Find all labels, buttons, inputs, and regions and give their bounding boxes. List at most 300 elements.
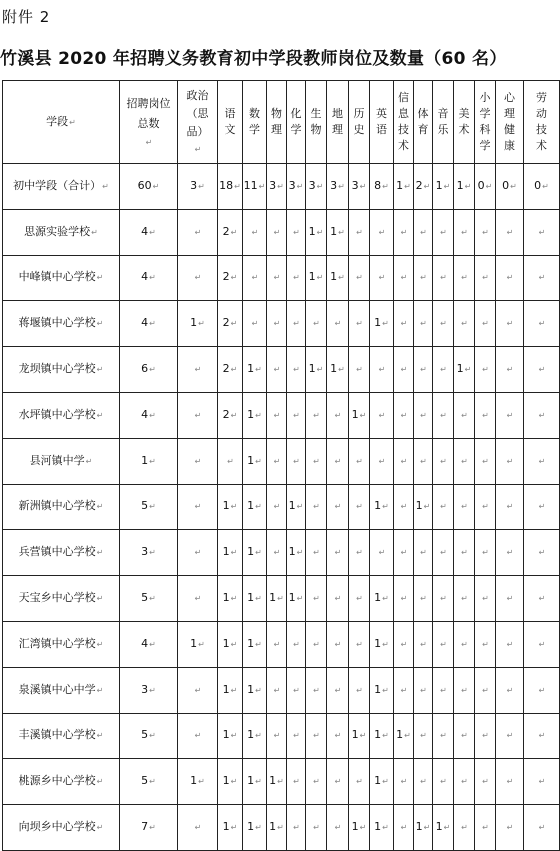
count-value: 1 <box>374 728 382 742</box>
return-mark: ↵ <box>198 319 205 329</box>
return-mark: ↵ <box>440 456 447 466</box>
header-cell <box>454 81 475 164</box>
header-label: 学段 <box>46 114 69 128</box>
return-mark: ↵ <box>334 685 342 695</box>
return-mark: ↵ <box>443 181 451 191</box>
return-mark: ↵ <box>149 273 156 283</box>
return-mark: ↵ <box>400 227 408 237</box>
count-value: 1 <box>247 362 255 376</box>
school-cell <box>3 301 120 347</box>
count-cell <box>524 713 560 759</box>
return-mark: ↵ <box>461 273 468 283</box>
count-cell <box>414 392 433 438</box>
return-mark: ↵ <box>194 410 202 420</box>
count-value: 1 <box>190 636 198 650</box>
count-cell <box>414 484 433 530</box>
count-cell <box>178 209 218 255</box>
count-value: 2 <box>222 224 230 238</box>
return-mark: ↵ <box>423 823 431 833</box>
count-cell <box>496 759 524 805</box>
count-cell <box>349 255 370 301</box>
count-cell <box>454 209 475 255</box>
header-label: 心理健康 <box>504 91 515 152</box>
header-label: 劳动技术 <box>536 91 547 152</box>
count-cell <box>178 164 218 210</box>
count-cell <box>496 255 524 301</box>
return-mark: ↵ <box>378 227 386 237</box>
count-cell <box>267 713 287 759</box>
return-mark: ↵ <box>273 548 281 558</box>
return-mark: ↵ <box>400 365 408 375</box>
count-cell <box>306 667 327 713</box>
return-mark: ↵ <box>538 685 546 695</box>
count-value: 1 <box>374 591 382 605</box>
count-value: 1 <box>222 682 230 696</box>
return-mark: ↵ <box>440 502 447 512</box>
count-value: 5 <box>141 499 149 513</box>
page-title: 竹溪县 2020 年招聘义务教育初中学段教师岗位及数量（60 名） <box>0 49 507 69</box>
return-mark: ↵ <box>152 181 160 191</box>
positions-table <box>2 80 560 851</box>
school-cell <box>3 484 120 530</box>
count-cell <box>524 484 560 530</box>
return-mark: ↵ <box>461 777 468 787</box>
count-cell <box>218 301 243 347</box>
return-mark: ↵ <box>96 823 104 833</box>
count-cell <box>414 347 433 393</box>
return-mark: ↵ <box>506 502 514 512</box>
return-mark: ↵ <box>382 639 389 649</box>
return-mark: ↵ <box>293 410 300 420</box>
header-label: 数学 <box>249 107 260 136</box>
count-cell <box>394 713 414 759</box>
header-cell <box>370 81 394 164</box>
count-value: 1 <box>288 499 296 513</box>
count-cell <box>178 805 218 851</box>
return-mark: ↵ <box>149 685 156 695</box>
count-value: 1 <box>190 774 198 788</box>
return-mark: ↵ <box>334 548 342 558</box>
header-label: 政治（思品） <box>186 88 209 138</box>
return-mark: ↵ <box>194 227 202 237</box>
count-cell <box>327 759 349 805</box>
count-cell <box>287 347 306 393</box>
count-cell <box>524 759 560 805</box>
return-mark: ↵ <box>273 639 281 649</box>
return-mark: ↵ <box>400 410 408 420</box>
header-label: 小学科学 <box>479 91 491 152</box>
return-mark: ↵ <box>538 639 546 649</box>
return-mark: ↵ <box>102 181 109 191</box>
count-cell <box>414 805 433 851</box>
count-cell <box>267 621 287 667</box>
school-name: 蒋堰镇中心学校 <box>18 316 96 330</box>
count-value: 1 <box>222 636 230 650</box>
count-cell <box>306 301 327 347</box>
school-name: 水坪镇中心学校 <box>18 407 96 421</box>
count-value: 1 <box>308 362 316 376</box>
return-mark: ↵ <box>149 502 156 512</box>
return-mark: ↵ <box>334 823 342 833</box>
count-cell <box>370 255 394 301</box>
return-mark: ↵ <box>443 823 451 833</box>
count-cell <box>475 713 496 759</box>
return-mark: ↵ <box>423 502 431 512</box>
return-mark: ↵ <box>293 227 300 237</box>
return-mark: ↵ <box>461 548 468 558</box>
return-mark: ↵ <box>482 685 489 695</box>
count-cell <box>394 347 414 393</box>
return-mark: ↵ <box>277 181 284 191</box>
return-mark: ↵ <box>313 548 320 558</box>
count-cell <box>120 667 178 713</box>
count-cell <box>120 759 178 805</box>
count-cell <box>287 164 306 210</box>
count-value: 1 <box>396 178 404 192</box>
count-cell <box>349 484 370 530</box>
return-mark: ↵ <box>359 410 367 420</box>
count-cell <box>524 164 560 210</box>
count-cell <box>287 530 306 576</box>
count-cell <box>433 392 454 438</box>
count-cell <box>370 484 394 530</box>
return-mark: ↵ <box>273 731 281 741</box>
return-mark: ↵ <box>313 502 320 512</box>
count-value: 3 <box>330 178 338 192</box>
return-mark: ↵ <box>538 410 546 420</box>
count-cell <box>243 759 267 805</box>
count-value: 1 <box>247 453 255 467</box>
count-cell <box>120 805 178 851</box>
return-mark: ↵ <box>198 777 205 787</box>
count-value: 1 <box>330 362 338 376</box>
return-mark: ↵ <box>420 365 427 375</box>
return-mark: ↵ <box>338 181 345 191</box>
count-cell <box>287 484 306 530</box>
return-mark: ↵ <box>538 319 546 329</box>
count-cell <box>267 759 287 805</box>
return-mark: ↵ <box>149 365 156 375</box>
count-cell <box>327 164 349 210</box>
count-value: 0 <box>534 178 542 192</box>
header-cell <box>496 81 524 164</box>
table-row <box>3 255 560 301</box>
count-cell <box>370 392 394 438</box>
count-cell <box>394 576 414 622</box>
return-mark: ↵ <box>356 273 363 283</box>
return-mark: ↵ <box>273 456 281 466</box>
count-cell <box>414 713 433 759</box>
school-cell <box>3 576 120 622</box>
header-label: 英语 <box>376 107 387 136</box>
header-cell <box>524 81 560 164</box>
return-mark: ↵ <box>255 823 262 833</box>
count-cell <box>243 209 267 255</box>
return-mark: ↵ <box>506 639 514 649</box>
table-row <box>3 438 560 484</box>
school-cell <box>3 713 120 759</box>
count-cell <box>414 164 433 210</box>
count-cell <box>178 621 218 667</box>
count-cell <box>349 667 370 713</box>
count-value: 1 <box>222 820 230 834</box>
return-mark: ↵ <box>293 319 300 329</box>
count-cell <box>327 530 349 576</box>
count-value: 1 <box>269 820 277 834</box>
return-mark: ↵ <box>145 137 153 147</box>
count-cell <box>394 530 414 576</box>
count-value: 1 <box>330 270 338 284</box>
count-cell <box>370 759 394 805</box>
return-mark: ↵ <box>85 456 93 466</box>
header-cell <box>3 81 120 164</box>
count-value: 1 <box>374 636 382 650</box>
return-mark: ↵ <box>273 685 281 695</box>
count-cell <box>306 805 327 851</box>
return-mark: ↵ <box>338 227 345 237</box>
count-cell <box>496 621 524 667</box>
return-mark: ↵ <box>293 273 300 283</box>
count-cell <box>370 576 394 622</box>
count-cell <box>475 392 496 438</box>
count-value: 18 <box>219 178 234 192</box>
count-cell <box>306 164 327 210</box>
count-value: 1 <box>247 728 255 742</box>
school-name: 思源实验学校 <box>24 224 91 238</box>
count-cell <box>414 301 433 347</box>
return-mark: ↵ <box>506 227 514 237</box>
count-cell <box>327 392 349 438</box>
count-value: 1 <box>374 820 382 834</box>
count-value: 4 <box>141 270 149 284</box>
count-cell <box>496 576 524 622</box>
count-cell <box>433 255 454 301</box>
return-mark: ↵ <box>506 319 514 329</box>
count-value: 11 <box>243 178 258 192</box>
return-mark: ↵ <box>96 273 104 283</box>
return-mark: ↵ <box>230 548 238 558</box>
school-name: 新洲镇中心学校 <box>18 499 96 513</box>
return-mark: ↵ <box>440 365 447 375</box>
count-value: 3 <box>141 545 149 559</box>
count-value: 4 <box>141 407 149 421</box>
count-cell <box>454 759 475 805</box>
return-mark: ↵ <box>293 731 300 741</box>
count-cell <box>178 301 218 347</box>
count-cell <box>327 301 349 347</box>
count-cell <box>496 713 524 759</box>
school-cell <box>3 530 120 576</box>
return-mark: ↵ <box>482 823 489 833</box>
return-mark: ↵ <box>482 777 489 787</box>
count-cell <box>120 301 178 347</box>
count-cell <box>349 713 370 759</box>
count-cell <box>433 209 454 255</box>
count-cell <box>287 392 306 438</box>
count-cell <box>475 576 496 622</box>
count-cell <box>267 805 287 851</box>
return-mark: ↵ <box>382 731 389 741</box>
count-cell <box>267 438 287 484</box>
return-mark: ↵ <box>227 456 234 466</box>
count-cell <box>454 301 475 347</box>
count-value: 1 <box>396 728 404 742</box>
count-cell <box>524 667 560 713</box>
count-cell <box>370 621 394 667</box>
count-cell <box>475 301 496 347</box>
school-cell <box>3 667 120 713</box>
return-mark: ↵ <box>96 365 104 375</box>
count-cell <box>433 713 454 759</box>
return-mark: ↵ <box>538 273 546 283</box>
count-cell <box>120 255 178 301</box>
count-value: 60 <box>137 178 152 192</box>
return-mark: ↵ <box>440 227 447 237</box>
count-cell <box>327 484 349 530</box>
count-value: 1 <box>247 407 255 421</box>
count-cell <box>349 759 370 805</box>
count-cell <box>243 530 267 576</box>
header-row <box>3 81 560 164</box>
count-cell <box>370 805 394 851</box>
return-mark: ↵ <box>482 410 489 420</box>
count-cell <box>349 164 370 210</box>
count-cell <box>454 667 475 713</box>
return-mark: ↵ <box>461 685 468 695</box>
return-mark: ↵ <box>96 639 104 649</box>
return-mark: ↵ <box>420 319 427 329</box>
count-cell <box>475 621 496 667</box>
table-row <box>3 209 560 255</box>
count-cell <box>327 347 349 393</box>
return-mark: ↵ <box>378 365 386 375</box>
count-cell <box>433 347 454 393</box>
count-cell <box>454 438 475 484</box>
return-mark: ↵ <box>440 410 447 420</box>
table-body <box>3 164 560 851</box>
return-mark: ↵ <box>149 777 156 787</box>
return-mark: ↵ <box>461 731 468 741</box>
count-cell <box>287 255 306 301</box>
count-cell <box>394 484 414 530</box>
return-mark: ↵ <box>356 502 363 512</box>
return-mark: ↵ <box>293 685 300 695</box>
return-mark: ↵ <box>506 548 514 558</box>
count-cell <box>120 347 178 393</box>
return-mark: ↵ <box>96 502 104 512</box>
count-cell <box>306 713 327 759</box>
count-value: 3 <box>269 178 277 192</box>
count-cell <box>524 805 560 851</box>
return-mark: ↵ <box>258 181 266 191</box>
count-cell <box>433 438 454 484</box>
count-cell <box>120 209 178 255</box>
header-label: 地理 <box>332 107 343 136</box>
return-mark: ↵ <box>400 594 408 604</box>
school-name: 汇湾镇中心学校 <box>18 636 96 650</box>
return-mark: ↵ <box>400 502 408 512</box>
school-name: 初中学段（合计） <box>13 178 102 192</box>
return-mark: ↵ <box>400 685 408 695</box>
return-mark: ↵ <box>96 777 104 787</box>
return-mark: ↵ <box>293 456 300 466</box>
count-cell <box>414 759 433 805</box>
count-value: 1 <box>247 499 255 513</box>
return-mark: ↵ <box>198 639 205 649</box>
count-cell <box>267 576 287 622</box>
return-mark: ↵ <box>461 456 468 466</box>
return-mark: ↵ <box>313 319 320 329</box>
return-mark: ↵ <box>255 594 262 604</box>
count-cell <box>178 759 218 805</box>
return-mark: ↵ <box>482 502 489 512</box>
return-mark: ↵ <box>334 777 342 787</box>
return-mark: ↵ <box>194 144 202 154</box>
count-value: 1 <box>351 728 359 742</box>
school-name: 向坝乡中心学校 <box>18 820 96 834</box>
count-value: 1 <box>222 499 230 513</box>
count-cell <box>218 484 243 530</box>
count-cell <box>218 530 243 576</box>
school-cell <box>3 805 120 851</box>
return-mark: ↵ <box>440 777 447 787</box>
count-value: 1 <box>222 774 230 788</box>
return-mark: ↵ <box>440 685 447 695</box>
return-mark: ↵ <box>359 181 367 191</box>
return-mark: ↵ <box>149 548 156 558</box>
count-cell <box>178 530 218 576</box>
count-cell <box>414 255 433 301</box>
return-mark: ↵ <box>420 273 427 283</box>
return-mark: ↵ <box>230 319 238 329</box>
count-cell <box>306 530 327 576</box>
return-mark: ↵ <box>420 685 427 695</box>
return-mark: ↵ <box>440 319 447 329</box>
count-cell <box>243 805 267 851</box>
count-cell <box>370 164 394 210</box>
school-name: 桃源乡中心学校 <box>18 774 96 788</box>
count-cell <box>370 209 394 255</box>
count-value: 1 <box>351 820 359 834</box>
count-cell <box>433 530 454 576</box>
return-mark: ↵ <box>149 823 156 833</box>
count-cell <box>306 209 327 255</box>
count-cell <box>524 392 560 438</box>
return-mark: ↵ <box>510 181 517 191</box>
count-cell <box>306 347 327 393</box>
header-label: 招聘岗位总数 <box>126 96 171 130</box>
count-value: 4 <box>141 224 149 238</box>
header-cell <box>433 81 454 164</box>
count-value: 2 <box>222 270 230 284</box>
return-mark: ↵ <box>255 410 262 420</box>
return-mark: ↵ <box>506 823 514 833</box>
count-cell <box>178 667 218 713</box>
return-mark: ↵ <box>420 456 427 466</box>
return-mark: ↵ <box>334 410 342 420</box>
table-row <box>3 576 560 622</box>
table-row <box>3 805 560 851</box>
count-cell <box>454 576 475 622</box>
count-cell <box>349 530 370 576</box>
return-mark: ↵ <box>378 273 386 283</box>
count-cell <box>267 255 287 301</box>
count-cell <box>475 805 496 851</box>
return-mark: ↵ <box>273 227 281 237</box>
return-mark: ↵ <box>440 273 447 283</box>
return-mark: ↵ <box>149 227 156 237</box>
count-cell <box>433 667 454 713</box>
